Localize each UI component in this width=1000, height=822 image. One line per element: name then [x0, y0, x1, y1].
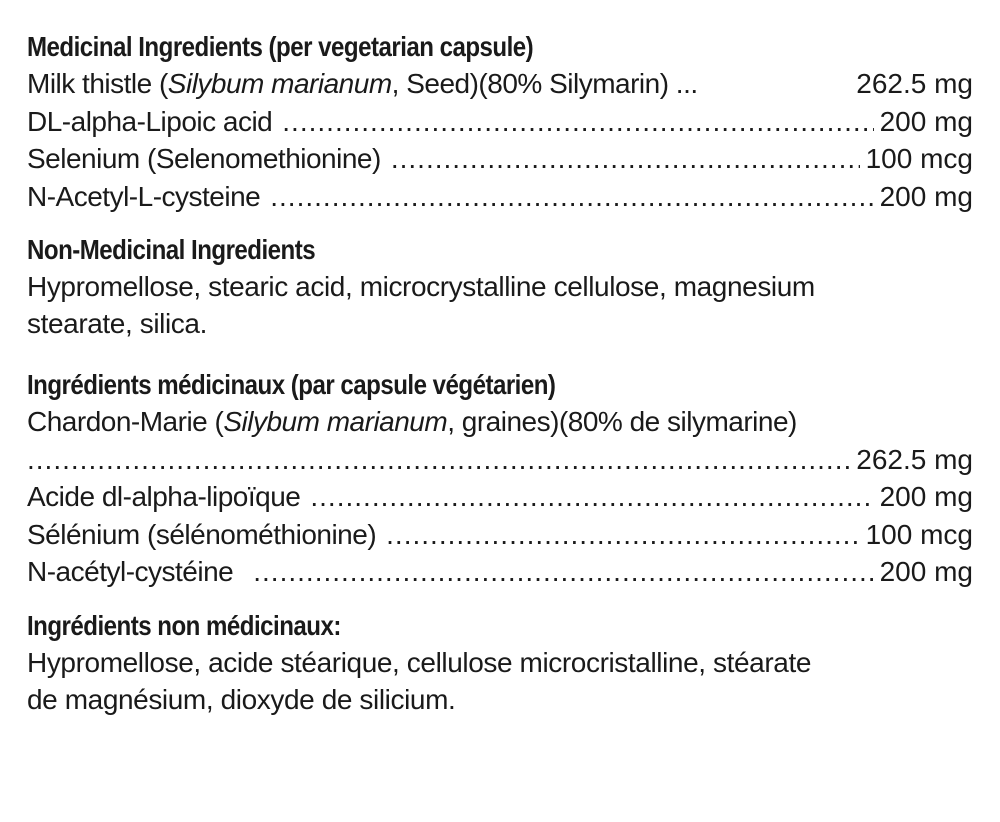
- non-medicinal-text-line: stearate, silica.: [27, 308, 207, 339]
- ingredient-name: Acide dl-alpha-lipoïque: [27, 481, 301, 512]
- spacer: [27, 342, 973, 366]
- ingredient-row-nac-fr: [27, 553, 973, 591]
- dot-leader: [310, 478, 873, 516]
- ingredient-amount: 100 mcg: [865, 518, 973, 550]
- medicinal-ingredients-fr: [27, 366, 973, 591]
- non-medicinal-ingredients-fr: [27, 607, 973, 718]
- non-medicinal-ingredients-en: [27, 231, 973, 342]
- medicinal-heading-en: Medicinal Ingredients (per vegetarian capsule): [27, 31, 534, 62]
- ingredient-row-milk-thistle: [27, 65, 973, 103]
- ingredient-name: Sélénium (sélénométhionine): [27, 518, 377, 550]
- ingredient-row-nac: [27, 178, 973, 216]
- ingredient-amount: 262.5 mg: [856, 443, 973, 475]
- spacer: [27, 591, 973, 607]
- dot-leader: [27, 441, 850, 479]
- non-medicinal-text-line: Hypromellose, acide stéarique, cellulose microcristalline, stéarate: [27, 646, 811, 678]
- ingredient-row-lipoic-acid: [27, 103, 973, 141]
- non-medicinal-heading-en: Non-Medicinal Ingredients: [27, 234, 316, 265]
- medicinal-ingredients-en: [27, 28, 973, 215]
- ingredient-amount: 262.5 mg: [856, 68, 973, 99]
- ingredient-amount: 200 mg: [879, 481, 973, 512]
- medicinal-heading-fr: Ingrédients médicinaux (par capsule végétarien): [27, 369, 556, 400]
- ingredient-name: DL-alpha-Lipoic acid: [27, 105, 273, 137]
- dot-leader: [386, 516, 859, 554]
- ingredient-name: N-acétyl-cystéine: [27, 556, 234, 587]
- non-medicinal-heading-fr: Ingrédients non médicinaux:: [27, 609, 341, 641]
- spacer: [27, 215, 973, 231]
- ingredient-name: N-Acetyl-L-cysteine: [27, 180, 261, 212]
- non-medicinal-text-line: de magnésium, dioxyde de silicium.: [27, 683, 456, 715]
- ingredient-row-selenium-fr: [27, 516, 973, 554]
- ingredient-amount: 200 mg: [879, 556, 973, 587]
- ingredient-row-chardon-marie-amount: [27, 441, 973, 479]
- non-medicinal-text-line: Hypromellose, stearic acid, microcrystalline cellulose, magnesium: [27, 271, 815, 302]
- dot-leader: [391, 140, 860, 178]
- dot-leader: [282, 103, 873, 141]
- ingredient-label: [27, 28, 973, 718]
- dot-leader: [270, 178, 873, 216]
- ingredient-name: Milk thistle (Silybum marianum, Seed)(80% Silymarin) ...: [27, 68, 698, 99]
- ingredient-name: Selenium (Selenomethionine): [27, 143, 381, 174]
- ingredient-amount: 100 mcg: [865, 143, 973, 174]
- ingredient-name-chardon-marie: Chardon-Marie (Silybum marianum, graines)(80% de silymarine): [27, 406, 797, 437]
- dot-leader: [253, 553, 873, 591]
- ingredient-row-selenium: [27, 140, 973, 178]
- ingredient-amount: 200 mg: [879, 180, 973, 212]
- ingredient-amount: 200 mg: [879, 105, 973, 137]
- ingredient-row-lipoique: [27, 478, 973, 516]
